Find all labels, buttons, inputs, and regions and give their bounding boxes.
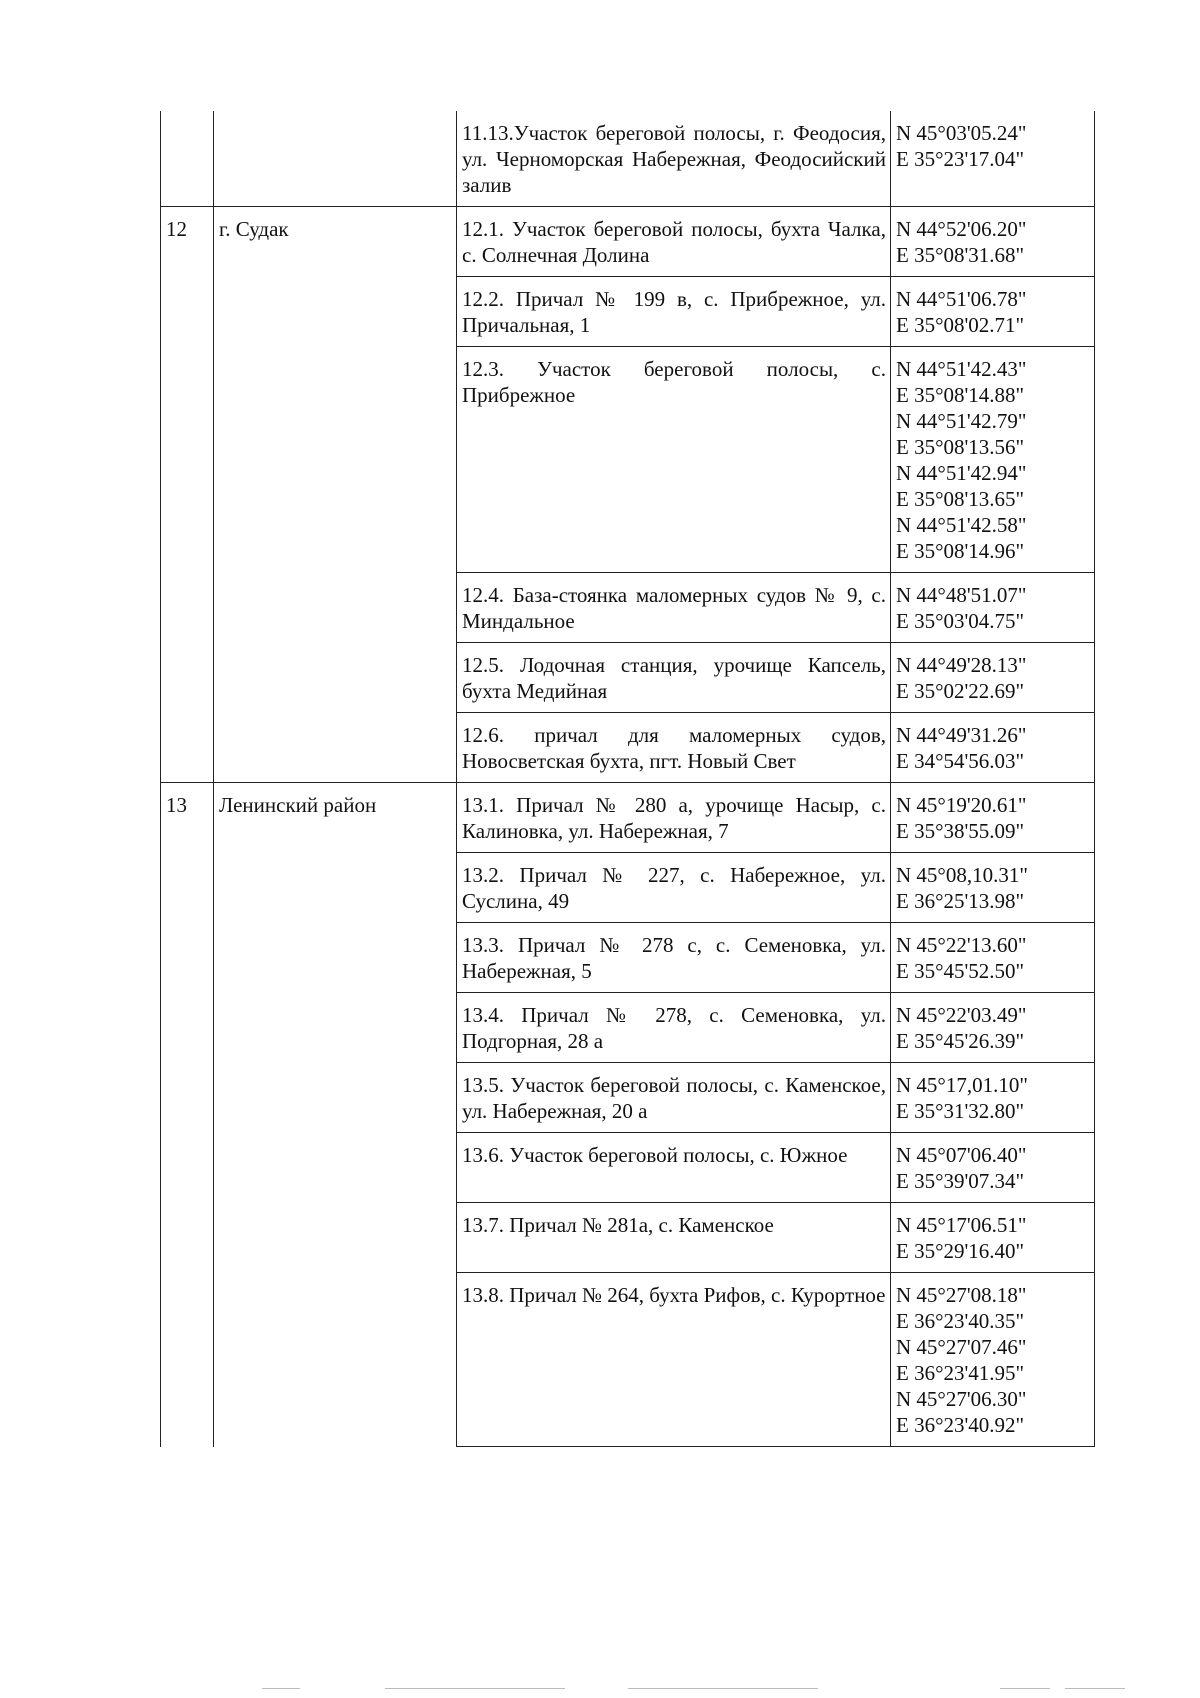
coordinate-value: N 45°27'08.18" (896, 1283, 1027, 1307)
scan-mark (628, 1688, 818, 1689)
coordinate-value: N 45°19'20.61" (896, 793, 1027, 817)
coordinates-cell (891, 277, 1095, 347)
scan-footer-marks (0, 1688, 1200, 1692)
location-cell: 11.13.Участок береговой полосы, г. Феодосия, ул. Черноморская Набережная, Феодосийский залив (457, 111, 891, 207)
coordinate-value: N 45°22'03.49" (896, 1003, 1027, 1027)
coordinate-value: N 45°17,01.10" (896, 1073, 1028, 1097)
coordinate-value: E 36°23'41.95" (896, 1361, 1025, 1385)
sites-table-body (161, 111, 1095, 1447)
coordinate-value: E 35°23'17.04" (896, 147, 1025, 171)
table-row (161, 111, 1095, 207)
location-cell: 12.1. Участок береговой полосы, бухта Чалка, с. Солнечная Долина (457, 207, 891, 277)
coordinates-cell (891, 207, 1095, 277)
coordinate-value: E 35°08'02.71" (896, 313, 1025, 337)
district-cell: г. Судак (214, 207, 457, 783)
sites-table (160, 111, 1095, 1447)
coordinate-value: E 35°29'16.40" (896, 1239, 1025, 1263)
coordinate-value: E 36°23'40.35" (896, 1309, 1025, 1333)
scan-mark (1000, 1688, 1050, 1689)
coordinate-value: N 44°48'51.07" (896, 583, 1027, 607)
location-cell: 12.3. Участок береговой полосы, с. Прибрежное (457, 347, 891, 573)
coordinate-value: E 35°03'04.75" (896, 609, 1025, 633)
coordinates-cell (891, 1063, 1095, 1133)
location-cell: 13.6. Участок береговой полосы, с. Южное (457, 1133, 891, 1203)
location-cell: 13.1. Причал № 280 а, урочище Насыр, с. Калиновка, ул. Набережная, 7 (457, 783, 891, 853)
table-row (161, 783, 1095, 853)
coordinates-cell (891, 643, 1095, 713)
coordinates-cell (891, 853, 1095, 923)
coordinate-value: E 35°45'26.39" (896, 1029, 1025, 1053)
location-cell: 12.6. причал для маломерных судов, Новосветская бухта, пгт. Новый Свет (457, 713, 891, 783)
coordinates-cell (891, 1273, 1095, 1447)
location-cell: 13.5. Участок береговой полосы, с. Каменское, ул. Набережная, 20 а (457, 1063, 891, 1133)
location-cell: 13.7. Причал № 281а, с. Каменское (457, 1203, 891, 1273)
coordinates-cell (891, 783, 1095, 853)
coordinate-value: N 44°51'42.43" (896, 357, 1027, 381)
coordinate-value: E 35°08'31.68" (896, 243, 1025, 267)
district-cell: Ленинский район (214, 783, 457, 1447)
coordinate-value: N 44°49'31.26" (896, 723, 1027, 747)
coordinate-value: N 44°51'42.79" (896, 409, 1027, 433)
location-cell: 13.8. Причал № 264, бухта Рифов, с. Курортное (457, 1273, 891, 1447)
coordinate-value: E 36°23'40.92" (896, 1413, 1025, 1437)
coordinate-value: N 44°51'42.94" (896, 461, 1027, 485)
coordinate-value: E 35°08'14.88" (896, 383, 1025, 407)
coordinates-cell (891, 923, 1095, 993)
coordinates-cell (891, 573, 1095, 643)
coordinate-value: E 35°31'32.80" (896, 1099, 1025, 1123)
row-number-cell: 12 (161, 207, 214, 783)
coordinate-value: E 35°08'13.65" (896, 487, 1025, 511)
coordinate-value: E 35°45'52.50" (896, 959, 1025, 983)
table-row (161, 207, 1095, 277)
location-cell: 13.4. Причал № 278, с. Семеновка, ул. Подгорная, 28 а (457, 993, 891, 1063)
coordinate-value: E 35°39'07.34" (896, 1169, 1025, 1193)
scan-mark (1065, 1688, 1125, 1689)
coordinates-cell (891, 1133, 1095, 1203)
coordinate-value: N 45°03'05.24" (896, 121, 1027, 145)
row-number-cell (161, 111, 214, 207)
coordinate-value: N 45°08,10.31" (896, 863, 1028, 887)
coordinate-value: N 45°07'06.40" (896, 1143, 1027, 1167)
location-cell: 12.5. Лодочная станция, урочище Капсель, бухта Медийная (457, 643, 891, 713)
coordinate-value: E 35°08'13.56" (896, 435, 1025, 459)
district-cell (214, 111, 457, 207)
coordinate-value: E 35°02'22.69" (896, 679, 1025, 703)
coordinate-value: E 36°25'13.98" (896, 889, 1025, 913)
coordinate-value: E 35°08'14.96" (896, 539, 1025, 563)
location-cell: 12.4. База-стоянка маломерных судов № 9, с. Миндальное (457, 573, 891, 643)
coordinates-cell (891, 111, 1095, 207)
row-number-cell: 13 (161, 783, 214, 1447)
scan-mark (262, 1688, 300, 1689)
location-cell: 13.2. Причал № 227, с. Набережное, ул. Суслина, 49 (457, 853, 891, 923)
coordinates-cell (891, 347, 1095, 573)
coordinate-value: N 45°17'06.51" (896, 1213, 1027, 1237)
location-cell: 12.2. Причал № 199 в, с. Прибрежное, ул. Причальная, 1 (457, 277, 891, 347)
coordinates-cell (891, 993, 1095, 1063)
coordinates-cell (891, 713, 1095, 783)
coordinate-value: N 44°49'28.13" (896, 653, 1027, 677)
coordinate-value: N 45°27'06.30" (896, 1387, 1027, 1411)
coordinate-value: N 44°52'06.20" (896, 217, 1027, 241)
coordinate-value: N 44°51'06.78" (896, 287, 1027, 311)
coordinate-value: E 35°38'55.09" (896, 819, 1025, 843)
location-cell: 13.3. Причал № 278 с, с. Семеновка, ул. Набережная, 5 (457, 923, 891, 993)
coordinate-value: N 44°51'42.58" (896, 513, 1027, 537)
coordinate-value: E 34°54'56.03" (896, 749, 1025, 773)
coordinates-cell (891, 1203, 1095, 1273)
scan-mark (385, 1688, 565, 1689)
coordinate-value: N 45°27'07.46" (896, 1335, 1027, 1359)
coordinate-value: N 45°22'13.60" (896, 933, 1027, 957)
